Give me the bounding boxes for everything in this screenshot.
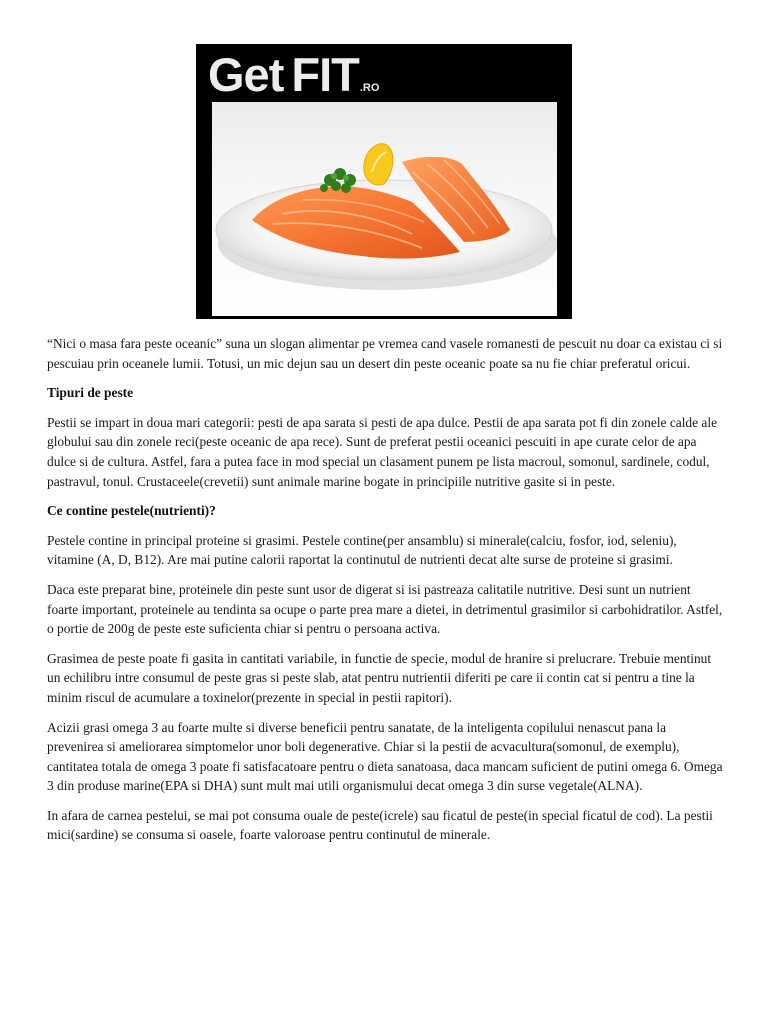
heading-nutrients: Ce contine pestele(nutrienti)? bbox=[47, 503, 216, 519]
fish-types-paragraph: Pestii se impart in doua mari categorii: pesti de apa sarata si pesti de apa dulce. Pestii de apa sarata pot fi din zonele calde ale globului sau din zonele reci(peste oceanic de apa rece). Sunt de preferat pestii oceanici pescuiti in ape curate celor de apa dulce si de cultura. Astfel, fara a putea face in mod special un clasament punem pe lista macroul, somonul, sardinele, codul, pastravul, tonul. Crustaceele(crevetii) sunt animale marine bogate in principiile nutritive gasite si in peste. bbox=[47, 414, 718, 489]
header-banner-image bbox=[196, 44, 572, 319]
article-body bbox=[47, 334, 723, 845]
nutrients-paragraph-3: Grasimea de peste poate fi gasita in cantitati variabile, in functie de specie, modul de hranire si prelucrare. Trebuie mentinut un echilibru intre consumul de peste gras si peste slab, atat pentru nutrientii diferiti pe care ii contin cat si pentru a tine la minim riscul de acumulare a toxinelor(prezente in special in pestii rapitori). bbox=[47, 650, 712, 705]
nutrients-paragraph-5: In afara de carnea pestelui, se mai pot consuma ouale de peste(icrele) sau ficatul de peste(in special ficatul de cod). La pestii mici(sardine) se consuma si oasele, foarte valoroase pentru continutul de minerale. bbox=[47, 807, 713, 843]
nutrients-paragraph-2: Daca este preparat bine, proteinele din peste sunt usor de digerat si isi pastreaza calitatile nutritive. Desi sunt un nutrient foarte important, proteinele au tendinta sa ocupe o parte prea mare a dietei, in detrimentul grasimilor si carbohidratilor. Astfel, o portie de 200g de peste este suficienta chiar si pentru o persoana activa. bbox=[47, 581, 723, 637]
logo-suffix: .RO bbox=[359, 82, 380, 94]
getfit-logo bbox=[208, 50, 379, 100]
heading-fish-types: Tipuri de peste bbox=[47, 385, 134, 401]
intro-paragraph: “Nici o masa fara peste oceanic” suna un slogan alimentar pe vremea cand vasele romanesti de pescuit nu doar ca existau ci si pescuiau prin oceanele lumii. Totusi, un mic dejun sau un desert din peste oceanic poate sa nu fie chiar preferatul oricui. bbox=[47, 336, 723, 371]
nutrients-paragraph-4: Acizii grasi omega 3 au foarte multe si diverse beneficii pentru sanatate, de la inteligenta copilului nenascut pana la prevenirea si ameliorarea simptomelor unor boli degenerative. Chiar si la pestii de acvacultura(somonul, de exemplu), cantitatea totala de omega 3 poate fi satisfacatoare pentru o dieta sanatoasa, daca mancam suficient de putini omega 6. Omega 3 din produse marine(EPA si DHA) sunt mult mai utili organismului decat omega 3 din surse vegetale(ALNA). bbox=[47, 719, 723, 794]
logo-fit: FIT bbox=[291, 48, 359, 101]
logo-get: Get bbox=[208, 48, 284, 101]
salmon-plate-illustration bbox=[212, 102, 557, 316]
nutrients-paragraph-1: Pestele contine in principal proteine si grasimi. Pestele contine(per ansamblu) si minerale(calciu, fosfor, iod, seleniu), vitamine (A, D, B12). Are mai putine calorii raportat la continutul de nutrienti decat alte surse de proteine si grasimi. bbox=[47, 532, 677, 568]
salmon-plate-photo bbox=[212, 102, 557, 316]
